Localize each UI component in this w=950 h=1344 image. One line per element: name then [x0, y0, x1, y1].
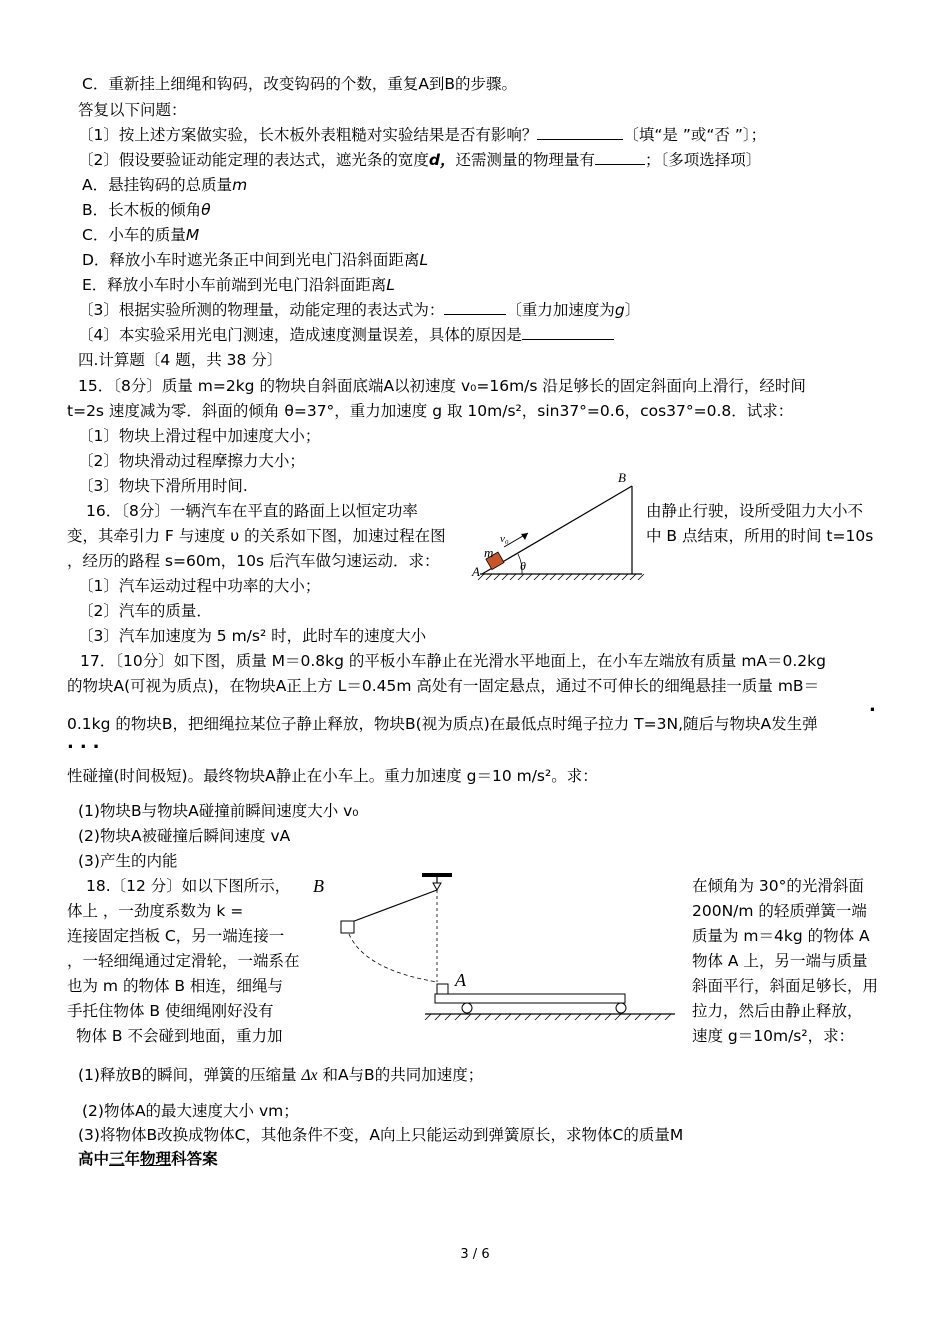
p17-q3: (3)产生的内能	[78, 852, 178, 870]
p16-q3: 〔3〕汽车加速度为 5 m/s² 时，此时车的速度大小	[78, 627, 427, 645]
p18-line7b: 速度 g＝10m/s²，求：	[692, 1027, 855, 1045]
label-b-left: B	[313, 876, 324, 896]
p18-line6b: 拉力，然后由静止释放，	[692, 1002, 863, 1020]
incline-figure	[470, 470, 650, 585]
p18-line4b: 物体 A 上，另一端与质量	[692, 952, 868, 970]
q2: 〔2〕假设要验证动能定理的表达式，遮光条的宽度d，还需测量的物理量有 ；〔多项选择项〕	[78, 151, 762, 169]
p16-line2b: 中 B 点结束，所用的时间 t=10s	[646, 527, 874, 545]
p18-line2a: 体上 ，一劲度系数为 k =	[67, 902, 244, 920]
answer-intro: 答复以下问题：	[78, 101, 187, 119]
p15-q3: 〔3〕物块下滑所用时间.	[78, 477, 248, 495]
p16-line2a: 变，其牵引力 F 与速度 υ 的关系如下图，加速过程在图	[67, 527, 446, 545]
wheel-right	[616, 1003, 626, 1013]
p16-q1: 〔1〕汽车运动过程中功率的大小；	[78, 577, 321, 595]
p17-q2: (2)物块A被碰撞后瞬间速度 vA	[78, 827, 291, 845]
rope	[349, 890, 437, 923]
label-b: B	[618, 470, 626, 485]
p18-line5b: 斜面平行，斜面足够长，用	[692, 977, 879, 995]
q1: 〔1〕按上述方案做实验，长木板外表粗糙对实验结果是否有影响？ 〔填“是 ”或“否 ”〕；	[78, 126, 767, 144]
p18-line5a: 也为 m 的物体 B 相连，细绳与	[67, 977, 283, 995]
option-c: C．小车的质量M	[82, 226, 200, 244]
p18-line3b: 质量为 m＝4kg 的物体 A	[692, 927, 870, 945]
cart-board	[435, 994, 625, 1003]
p15-line2: t=2s 速度减为零．斜面的倾角 θ=37°，重力加速度 g 取 10m/s²，sin37°=0.6，cos37°=0.8．试求：	[67, 402, 794, 420]
option-b: B．长木板的倾角θ	[82, 201, 211, 219]
p15-q1: 〔1〕物块上滑过程中加速度大小；	[78, 427, 321, 445]
emphasis-dots-1: .	[869, 695, 882, 716]
p17-line2: 的物块A(可视为质点)，在物块A正上方 L＝0.45m 高处有一固定悬点，通过不可伸长的细绳悬挂一质量 mB＝	[67, 677, 820, 695]
p18-q3: (3)将物体B改换成物体C，其他条件不变，A向上只能运动到弹簧原长，求物体C的质量M	[78, 1126, 684, 1144]
label-theta: θ	[520, 559, 526, 573]
p18-line7a: 物体 B 不会碰到地面，重力加	[76, 1027, 283, 1045]
label-a-right: A	[455, 970, 466, 990]
label-v0: v₀	[500, 533, 509, 545]
incline-slope	[482, 486, 632, 574]
section-4-heading: 四.计算题〔4 题，共 38 分〕	[78, 351, 283, 369]
option-e: E．释放小车时小车前端到光电门沿斜面距离L	[82, 276, 395, 294]
p16-line1a: 16．〔8分〕一辆汽车在平直的路面上以恒定功率	[86, 502, 418, 520]
p17-q1: (1)物块B与物块A碰撞前瞬间速度大小 v₀	[78, 802, 359, 820]
p17-line4: 性碰撞(时间极短)。最终物块A静止在小车上。重力加速度 g＝10 m/s²。求：	[67, 767, 598, 785]
q3: 〔3〕根据实验所测的物理量，动能定理的表达式为： 〔重力加速度为g〕	[78, 301, 641, 319]
block-b	[341, 921, 354, 933]
option-d: D．释放小车时遮光条正中间到光电门沿斜面距离L	[82, 251, 429, 269]
ceiling-mount	[422, 873, 452, 877]
p18-line2b: 200N/m 的轻质弹簧一端	[692, 902, 867, 920]
p17-line1: 17．〔10分〕如下图，质量 M＝0.8kg 的平板小车静止在光滑水平地面上，在小车左端放有质量 mA＝0.2kg	[80, 652, 826, 670]
p18-line1a: 18.〔12 分〕如以下图所示，	[86, 877, 291, 895]
p15-line1: 15．〔8分〕质量 m=2kg 的物块自斜面底端A以初速度 v₀=16m/s 沿足够长的固定斜面向上滑行，经时间	[78, 377, 806, 395]
page-number: 3 / 6	[460, 1247, 490, 1262]
p18-line3a: 连接固定挡板 C，另一端连接一	[67, 927, 285, 945]
block-a	[437, 984, 448, 994]
p16-line3: ，经历的路程 s=60m，10s 后汽车做匀速运动．求：	[67, 552, 440, 570]
p15-q2: 〔2〕物块滑动过程摩擦力大小；	[78, 452, 305, 470]
q4: 〔4〕本实验采用光电门测速，造成速度测量误差，具体的原因是	[78, 324, 614, 346]
swing-arc	[349, 934, 437, 982]
wheel-left	[462, 1003, 472, 1013]
pendulum-cart-figure	[305, 870, 690, 1025]
option-a: A．悬挂钩码的总质量m	[82, 176, 248, 194]
p18-q1: (1)释放B的瞬间，弹簧的压缩量 Δx 和A与B的共同加速度；	[78, 1066, 484, 1084]
p17-line3: 0.1kg 的物块B，把细绳拉某位子静止释放，物块B(视为质点)在最低点时绳子拉力 T=3N,随后与物块A发生弹	[67, 715, 818, 733]
p16-q2: 〔2〕汽车的质量．	[78, 602, 212, 620]
p16-line1b: 由静止行驶，设所受阻力大小不	[646, 502, 864, 520]
p18-q2: (2)物体A的最大速度大小 vm；	[82, 1102, 299, 1120]
label-a: A	[472, 564, 480, 579]
label-m: m	[484, 545, 494, 560]
p18-line4a: ，一轻细绳通过定滑轮，一端系在	[67, 952, 300, 970]
p18-line6a: 手托住物体 B 使细绳刚好没有	[67, 1002, 274, 1020]
p18-line1b: 在倾角为 30°的光滑斜面	[692, 877, 864, 895]
answer-title: 高中三年物理科答案	[78, 1150, 218, 1168]
c-step: C．重新挂上细绳和钩码，改变钩码的个数，重复A到B的步骤。	[82, 75, 518, 93]
emphasis-dots-2: ...	[67, 732, 106, 753]
